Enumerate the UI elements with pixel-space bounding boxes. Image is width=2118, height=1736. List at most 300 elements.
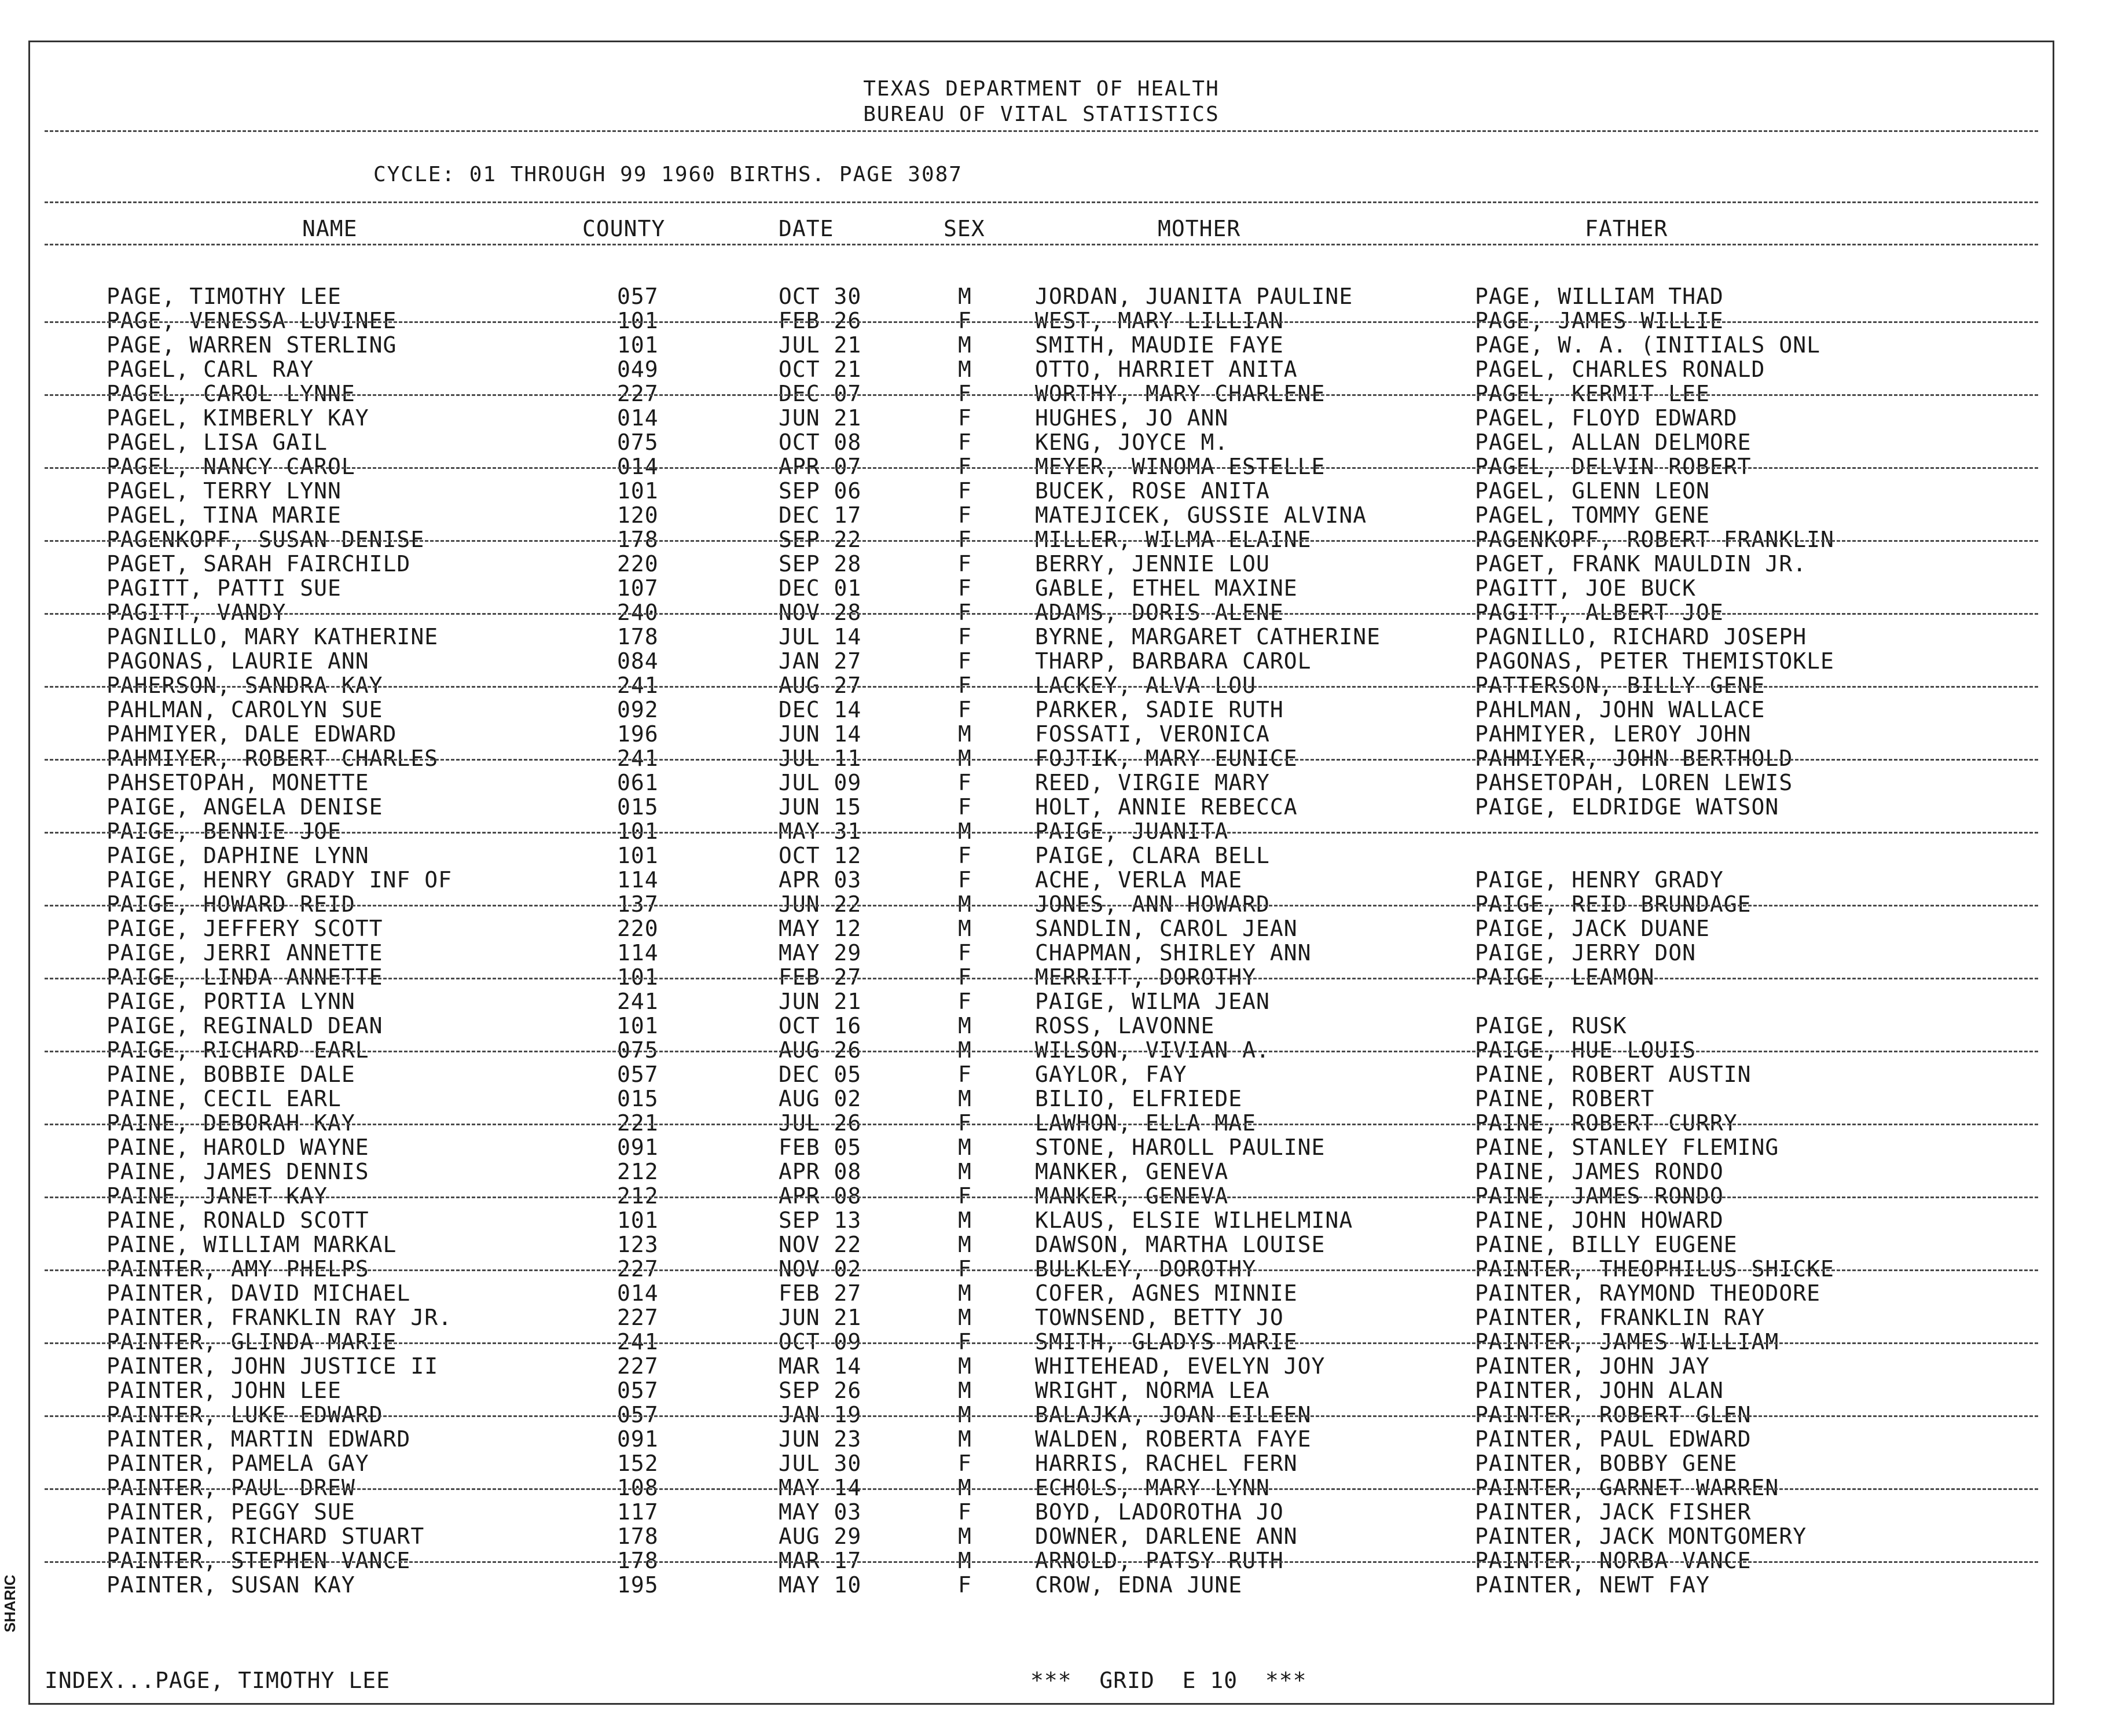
cell-date: SEP 26 xyxy=(779,1378,862,1403)
cell-county: 240 xyxy=(617,600,659,625)
table-row xyxy=(30,1573,2053,1597)
cell-father: PAGE, JAMES WILLIE xyxy=(1475,308,1724,333)
cell-father: PAINE, JOHN HOWARD xyxy=(1475,1208,1724,1233)
cell-date: OCT 21 xyxy=(779,357,862,382)
cell-name: PAINTER, STEPHEN VANCE xyxy=(107,1548,411,1573)
cell-father: PAIGE, JACK DUANE xyxy=(1475,916,1710,941)
table-row xyxy=(30,795,2053,819)
cell-sex: M xyxy=(958,1135,972,1160)
cell-date: JUN 21 xyxy=(779,1305,862,1330)
table-row xyxy=(30,454,2053,479)
cell-date: NOV 02 xyxy=(779,1256,862,1282)
table-row xyxy=(30,1208,2053,1232)
cell-date: AUG 26 xyxy=(779,1037,862,1063)
cell-father: PAINE, STANLEY FLEMING xyxy=(1475,1135,1779,1160)
table-row xyxy=(30,1524,2053,1548)
cell-mother: JONES, ANN HOWARD xyxy=(1035,891,1270,917)
cell-sex: F xyxy=(958,1062,972,1087)
column-header-county: COUNTY xyxy=(582,216,666,241)
cell-date: MAY 12 xyxy=(779,916,862,941)
cell-name: PAGEL, CAROL LYNNE xyxy=(107,381,355,406)
cell-date: JUN 21 xyxy=(779,405,862,431)
cell-date: DEC 05 xyxy=(779,1062,862,1087)
row-divider xyxy=(45,1124,2038,1125)
cell-father: PAGNILLO, RICHARD JOSEPH xyxy=(1475,624,1807,649)
cell-county: 241 xyxy=(617,989,659,1014)
row-divider xyxy=(45,394,2038,396)
column-header-father: FATHER xyxy=(1585,216,1668,241)
cell-sex: M xyxy=(958,1208,972,1233)
cell-mother: GABLE, ETHEL MAXINE xyxy=(1035,575,1298,601)
cell-name: PAGEL, KIMBERLY KAY xyxy=(107,405,369,431)
cell-date: JUN 15 xyxy=(779,794,862,820)
cell-date: FEB 27 xyxy=(779,964,862,990)
cell-county: 178 xyxy=(617,527,659,552)
cell-father: PAGEL, CHARLES RONALD xyxy=(1475,357,1765,382)
cell-name: PAIGE, HENRY GRADY INF OF xyxy=(107,867,452,893)
table-row xyxy=(30,916,2053,941)
cell-mother: SANDLIN, CAROL JEAN xyxy=(1035,916,1298,941)
document-frame xyxy=(28,41,2054,1705)
cell-father: PAHMIYER, JOHN BERTHOLD xyxy=(1475,746,1793,771)
cell-sex: F xyxy=(958,673,972,698)
cycle-info: CYCLE: 01 THROUGH 99 1960 BIRTHS. PAGE 3087 xyxy=(373,163,963,186)
table-row xyxy=(30,552,2053,576)
cell-father: PAIGE, RUSK xyxy=(1475,1013,1627,1038)
cell-date: FEB 26 xyxy=(779,308,862,333)
cell-county: 241 xyxy=(617,673,659,698)
cell-date: JUL 11 xyxy=(779,746,862,771)
cell-mother: PARKER, SADIE RUTH xyxy=(1035,697,1284,722)
cell-date: MAR 17 xyxy=(779,1548,862,1573)
cell-county: 220 xyxy=(617,916,659,941)
cell-name: PAIGE, LINDA ANNETTE xyxy=(107,964,383,990)
cell-father: PAINTER, GARNET WARREN xyxy=(1475,1475,1779,1500)
cell-father: PAINTER, JAMES WILLIAM xyxy=(1475,1329,1779,1355)
cell-name: PAHSETOPAH, MONETTE xyxy=(107,770,369,795)
cell-sex: F xyxy=(958,624,972,649)
cell-name: PAIGE, DAPHINE LYNN xyxy=(107,843,369,868)
cell-date: DEC 01 xyxy=(779,575,862,601)
cell-father: PAGE, W. A. (INITIALS ONL xyxy=(1475,332,1820,358)
cell-father: PAINTER, FRANKLIN RAY xyxy=(1475,1305,1765,1330)
cell-sex: M xyxy=(958,1232,972,1257)
cell-father: PAGEL, DELVIN ROBERT xyxy=(1475,454,1752,479)
cell-county: 241 xyxy=(617,746,659,771)
side-label: SHARIC xyxy=(1,1574,19,1632)
cell-name: PAGE, TIMOTHY LEE xyxy=(107,284,342,309)
cell-mother: BILIO, ELFRIEDE xyxy=(1035,1086,1243,1111)
table-row xyxy=(30,527,2053,552)
cell-county: 212 xyxy=(617,1183,659,1209)
cell-name: PAGONAS, LAURIE ANN xyxy=(107,648,369,674)
table-row xyxy=(30,1548,2053,1573)
cell-father: PAHSETOPAH, LOREN LEWIS xyxy=(1475,770,1793,795)
cell-father: PAGET, FRANK MAULDIN JR. xyxy=(1475,551,1807,577)
cell-date: JUL 26 xyxy=(779,1110,862,1136)
row-divider xyxy=(45,759,2038,761)
cell-sex: F xyxy=(958,867,972,893)
cell-father: PAIGE, LEAMON xyxy=(1475,964,1655,990)
cell-mother: REED, VIRGIE MARY xyxy=(1035,770,1270,795)
row-divider xyxy=(45,1269,2038,1271)
cell-sex: M xyxy=(958,819,972,844)
cell-date: SEP 06 xyxy=(779,478,862,504)
cell-county: 137 xyxy=(617,891,659,917)
cell-mother: MILLER, WILMA ELAINE xyxy=(1035,527,1312,552)
cell-name: PAGEL, TERRY LYNN xyxy=(107,478,342,504)
cell-date: JUL 30 xyxy=(779,1451,862,1476)
cell-father: PAINE, ROBERT xyxy=(1475,1086,1655,1111)
cell-county: 075 xyxy=(617,1037,659,1063)
table-row xyxy=(30,430,2053,454)
cell-sex: F xyxy=(958,430,972,455)
cell-sex: F xyxy=(958,381,972,406)
cell-sex: F xyxy=(958,1499,972,1525)
cell-mother: DOWNER, DARLENE ANN xyxy=(1035,1524,1298,1549)
cell-date: JAN 27 xyxy=(779,648,862,674)
cell-name: PAINTER, JOHN JUSTICE II xyxy=(107,1353,439,1379)
cell-sex: M xyxy=(958,1305,972,1330)
cell-date: AUG 29 xyxy=(779,1524,862,1549)
cell-name: PAINTER, PAUL DREW xyxy=(107,1475,355,1500)
cell-sex: M xyxy=(958,284,972,309)
cell-date: SEP 22 xyxy=(779,527,862,552)
cell-mother: HOLT, ANNIE REBECCA xyxy=(1035,794,1298,820)
table-row xyxy=(30,625,2053,649)
cell-county: 120 xyxy=(617,502,659,528)
cell-name: PAINTER, SUSAN KAY xyxy=(107,1572,355,1598)
cell-sex: M xyxy=(958,1524,972,1549)
table-row xyxy=(30,1354,2053,1378)
table-row xyxy=(30,357,2053,381)
cell-date: MAR 14 xyxy=(779,1353,862,1379)
cell-date: SEP 28 xyxy=(779,551,862,577)
table-row xyxy=(30,333,2053,357)
cell-date: AUG 02 xyxy=(779,1086,862,1111)
table-row xyxy=(30,1038,2053,1062)
table-row xyxy=(30,1281,2053,1305)
cell-mother: LAWHON, ELLA MAE xyxy=(1035,1110,1257,1136)
cell-date: FEB 27 xyxy=(779,1280,862,1306)
cell-county: 195 xyxy=(617,1572,659,1598)
cell-name: PAINTER, PEGGY SUE xyxy=(107,1499,355,1525)
cell-name: PAGEL, NANCY CAROL xyxy=(107,454,355,479)
cell-sex: M xyxy=(958,916,972,941)
cell-mother: FOJTIK, MARY EUNICE xyxy=(1035,746,1298,771)
divider xyxy=(45,130,2038,132)
cell-father: PAINTER, ROBERT GLEN xyxy=(1475,1402,1752,1427)
cell-mother: CHAPMAN, SHIRLEY ANN xyxy=(1035,940,1312,966)
cell-county: 101 xyxy=(617,332,659,358)
cell-father: PAINTER, JACK FISHER xyxy=(1475,1499,1752,1525)
cell-father: PAIGE, HUE LOUIS xyxy=(1475,1037,1697,1063)
cell-mother: BOYD, LADOROTHA JO xyxy=(1035,1499,1284,1525)
cell-father: PAIGE, HENRY GRADY xyxy=(1475,867,1724,893)
cell-date: JUN 21 xyxy=(779,989,862,1014)
cell-name: PAGEL, TINA MARIE xyxy=(107,502,342,528)
table-row xyxy=(30,1500,2053,1524)
cell-sex: F xyxy=(958,405,972,431)
table-row xyxy=(30,479,2053,503)
cell-mother: KENG, JOYCE M. xyxy=(1035,430,1229,455)
cell-county: 091 xyxy=(617,1135,659,1160)
cell-county: 057 xyxy=(617,284,659,309)
table-row xyxy=(30,868,2053,892)
cell-date: MAY 31 xyxy=(779,819,862,844)
cell-sex: F xyxy=(958,794,972,820)
cell-father: PAINE, JAMES RONDO xyxy=(1475,1159,1724,1184)
cell-mother: ECHOLS, MARY LYNN xyxy=(1035,1475,1270,1500)
cell-date: JUL 21 xyxy=(779,332,862,358)
cell-date: DEC 07 xyxy=(779,381,862,406)
cell-name: PAINE, HAROLD WAYNE xyxy=(107,1135,369,1160)
cell-father: PAINTER, NORBA VANCE xyxy=(1475,1548,1752,1573)
cell-mother: PAIGE, CLARA BELL xyxy=(1035,843,1270,868)
cell-sex: M xyxy=(958,1280,972,1306)
table-row xyxy=(30,381,2053,406)
column-header-name: NAME xyxy=(302,216,358,241)
cell-sex: F xyxy=(958,575,972,601)
row-divider xyxy=(45,832,2038,834)
cell-mother: ARNOLD, PATSY RUTH xyxy=(1035,1548,1284,1573)
cell-father: PAGEL, GLENN LEON xyxy=(1475,478,1710,504)
cell-date: JUL 09 xyxy=(779,770,862,795)
cell-date: JUN 14 xyxy=(779,721,862,747)
cell-mother: BUCEK, ROSE ANITA xyxy=(1035,478,1270,504)
cell-sex: F xyxy=(958,770,972,795)
table-row xyxy=(30,1257,2053,1281)
cell-name: PAINE, DEBORAH KAY xyxy=(107,1110,355,1136)
cell-name: PAINTER, GLINDA MARIE xyxy=(107,1329,397,1355)
cell-father: PAIGE, ELDRIDGE WATSON xyxy=(1475,794,1779,820)
cell-father: PAINE, ROBERT AUSTIN xyxy=(1475,1062,1752,1087)
cell-date: APR 07 xyxy=(779,454,862,479)
cell-county: 108 xyxy=(617,1475,659,1500)
cell-county: 091 xyxy=(617,1426,659,1452)
cell-name: PAINTER, PAMELA GAY xyxy=(107,1451,369,1476)
cell-county: 123 xyxy=(617,1232,659,1257)
cell-name: PAGNILLO, MARY KATHERINE xyxy=(107,624,439,649)
table-row xyxy=(30,1427,2053,1451)
table-row xyxy=(30,892,2053,916)
cell-mother: KLAUS, ELSIE WILHELMINA xyxy=(1035,1208,1353,1233)
cell-mother: MANKER, GENEVA xyxy=(1035,1183,1229,1209)
cell-sex: M xyxy=(958,332,972,358)
cell-county: 227 xyxy=(617,381,659,406)
cell-mother: FOSSATI, VERONICA xyxy=(1035,721,1270,747)
cell-sex: F xyxy=(958,964,972,990)
cell-sex: M xyxy=(958,891,972,917)
cell-sex: F xyxy=(958,1110,972,1136)
cell-sex: F xyxy=(958,308,972,333)
cell-name: PAIGE, REGINALD DEAN xyxy=(107,1013,383,1038)
cell-name: PAINTER, LUKE EDWARD xyxy=(107,1402,383,1427)
table-row xyxy=(30,819,2053,843)
cell-name: PAGITT, VANDY xyxy=(107,600,287,625)
cell-date: DEC 17 xyxy=(779,502,862,528)
cell-county: 227 xyxy=(617,1305,659,1330)
cell-father: PAGITT, ALBERT JOE xyxy=(1475,600,1724,625)
cell-county: 227 xyxy=(617,1353,659,1379)
cell-sex: F xyxy=(958,1183,972,1209)
cell-sex: F xyxy=(958,989,972,1014)
table-row xyxy=(30,843,2053,868)
cell-county: 057 xyxy=(617,1062,659,1087)
cell-name: PAINE, BOBBIE DALE xyxy=(107,1062,355,1087)
table-row xyxy=(30,1111,2053,1135)
cell-mother: JORDAN, JUANITA PAULINE xyxy=(1035,284,1353,309)
cell-date: DEC 14 xyxy=(779,697,862,722)
cell-name: PAGITT, PATTI SUE xyxy=(107,575,342,601)
cell-date: SEP 13 xyxy=(779,1208,862,1233)
cell-mother: BERRY, JENNIE LOU xyxy=(1035,551,1270,577)
cell-father: PATTERSON, BILLY GENE xyxy=(1475,673,1765,698)
table-row xyxy=(30,965,2053,989)
cell-county: 101 xyxy=(617,478,659,504)
cell-mother: ADAMS, DORIS ALENE xyxy=(1035,600,1284,625)
cell-mother: BULKLEY, DOROTHY xyxy=(1035,1256,1257,1282)
table-row xyxy=(30,770,2053,795)
cell-mother: WRIGHT, NORMA LEA xyxy=(1035,1378,1270,1403)
cell-mother: BALAJKA, JOAN EILEEN xyxy=(1035,1402,1312,1427)
cell-mother: COFER, AGNES MINNIE xyxy=(1035,1280,1298,1306)
cell-mother: WORTHY, MARY CHARLENE xyxy=(1035,381,1326,406)
cell-name: PAGENKOPF, SUSAN DENISE xyxy=(107,527,425,552)
cell-sex: M xyxy=(958,1159,972,1184)
cell-father: PAINTER, THEOPHILUS SHICKE xyxy=(1475,1256,1834,1282)
cell-name: PAINTER, AMY PHELPS xyxy=(107,1256,369,1282)
row-divider xyxy=(45,321,2038,323)
column-header-mother: MOTHER xyxy=(1158,216,1241,241)
cell-name: PAHERSON, SANDRA KAY xyxy=(107,673,383,698)
row-divider xyxy=(45,1342,2038,1344)
cell-county: 057 xyxy=(617,1402,659,1427)
cell-sex: M xyxy=(958,1402,972,1427)
cell-county: 049 xyxy=(617,357,659,382)
cell-name: PAHLMAN, CAROLYN SUE xyxy=(107,697,383,722)
table-row xyxy=(30,1305,2053,1330)
cell-name: PAINTER, FRANKLIN RAY JR. xyxy=(107,1305,452,1330)
cell-county: 196 xyxy=(617,721,659,747)
table-row xyxy=(30,1403,2053,1427)
cell-sex: F xyxy=(958,648,972,674)
table-row xyxy=(30,746,2053,770)
cell-date: FEB 05 xyxy=(779,1135,862,1160)
cell-county: 014 xyxy=(617,454,659,479)
cell-date: OCT 16 xyxy=(779,1013,862,1038)
cell-date: OCT 08 xyxy=(779,430,862,455)
row-divider xyxy=(45,1051,2038,1052)
cell-sex: M xyxy=(958,357,972,382)
cell-sex: F xyxy=(958,1329,972,1355)
table-row xyxy=(30,1184,2053,1208)
cell-sex: M xyxy=(958,1037,972,1063)
cell-sex: F xyxy=(958,551,972,577)
row-divider xyxy=(45,1488,2038,1490)
cell-sex: M xyxy=(958,1426,972,1452)
table-row xyxy=(30,1232,2053,1257)
table-row xyxy=(30,1451,2053,1476)
cell-father: PAINTER, PAUL EDWARD xyxy=(1475,1426,1752,1452)
cell-county: 014 xyxy=(617,1280,659,1306)
table-row xyxy=(30,1062,2053,1087)
cell-mother: WEST, MARY LILLIAN xyxy=(1035,308,1284,333)
cell-father: PAHMIYER, LEROY JOHN xyxy=(1475,721,1752,747)
cell-county: 212 xyxy=(617,1159,659,1184)
agency-title: TEXAS DEPARTMENT OF HEALTH xyxy=(863,77,1220,101)
cell-name: PAGEL, CARL RAY xyxy=(107,357,314,382)
cell-county: 061 xyxy=(617,770,659,795)
table-row xyxy=(30,1476,2053,1500)
table-row xyxy=(30,600,2053,625)
table-row xyxy=(30,1014,2053,1038)
cell-sex: M xyxy=(958,1475,972,1500)
cell-date: NOV 22 xyxy=(779,1232,862,1257)
table-row xyxy=(30,1087,2053,1111)
cell-date: AUG 27 xyxy=(779,673,862,698)
cell-county: 114 xyxy=(617,867,659,893)
row-divider xyxy=(45,905,2038,906)
cell-county: 220 xyxy=(617,551,659,577)
divider xyxy=(45,201,2038,203)
cell-father: PAHLMAN, JOHN WALLACE xyxy=(1475,697,1765,722)
cell-sex: F xyxy=(958,502,972,528)
cell-mother: OTTO, HARRIET ANITA xyxy=(1035,357,1298,382)
cell-mother: GAYLOR, FAY xyxy=(1035,1062,1187,1087)
cell-mother: MEYER, WINOMA ESTELLE xyxy=(1035,454,1326,479)
cell-name: PAINTER, DAVID MICHAEL xyxy=(107,1280,411,1306)
cell-county: 092 xyxy=(617,697,659,722)
cell-mother: HUGHES, JO ANN xyxy=(1035,405,1229,431)
cell-father: PAGENKOPF, ROBERT FRANKLIN xyxy=(1475,527,1834,552)
cell-county: 152 xyxy=(617,1451,659,1476)
cell-name: PAHMIYER, DALE EDWARD xyxy=(107,721,397,747)
table-row xyxy=(30,503,2053,527)
table-row xyxy=(30,989,2053,1014)
cell-mother: SMITH, MAUDIE FAYE xyxy=(1035,332,1284,358)
cell-date: JUL 14 xyxy=(779,624,862,649)
cell-father: PAGE, WILLIAM THAD xyxy=(1475,284,1724,309)
cell-sex: M xyxy=(958,721,972,747)
cell-sex: M xyxy=(958,1548,972,1573)
cell-father: PAIGE, REID BRUNDAGE xyxy=(1475,891,1752,917)
index-footer: INDEX...PAGE, TIMOTHY LEE xyxy=(45,1668,390,1693)
table-row xyxy=(30,722,2053,746)
cell-mother: SMITH, GLADYS MARIE xyxy=(1035,1329,1298,1355)
cell-mother: MERRITT, DOROTHY xyxy=(1035,964,1257,990)
column-header-date: DATE xyxy=(779,216,834,241)
cell-county: 178 xyxy=(617,1524,659,1549)
cell-date: JAN 19 xyxy=(779,1402,862,1427)
cell-county: 101 xyxy=(617,819,659,844)
table-row xyxy=(30,1159,2053,1184)
cell-mother: STONE, HAROLL PAULINE xyxy=(1035,1135,1326,1160)
cell-date: JUN 22 xyxy=(779,891,862,917)
cell-name: PAIGE, HOWARD REID xyxy=(107,891,355,917)
cell-county: 101 xyxy=(617,1208,659,1233)
cell-father: PAINTER, JOHN JAY xyxy=(1475,1353,1710,1379)
cell-father: PAGITT, JOE BUCK xyxy=(1475,575,1697,601)
table-row xyxy=(30,284,2053,309)
cell-name: PAIGE, ANGELA DENISE xyxy=(107,794,383,820)
cell-sex: M xyxy=(958,1013,972,1038)
cell-mother: BYRNE, MARGARET CATHERINE xyxy=(1035,624,1381,649)
cell-name: PAHMIYER, ROBERT CHARLES xyxy=(107,746,439,771)
cell-mother: THARP, BARBARA CAROL xyxy=(1035,648,1312,674)
cell-name: PAIGE, RICHARD EARL xyxy=(107,1037,369,1063)
cell-sex: F xyxy=(958,843,972,868)
